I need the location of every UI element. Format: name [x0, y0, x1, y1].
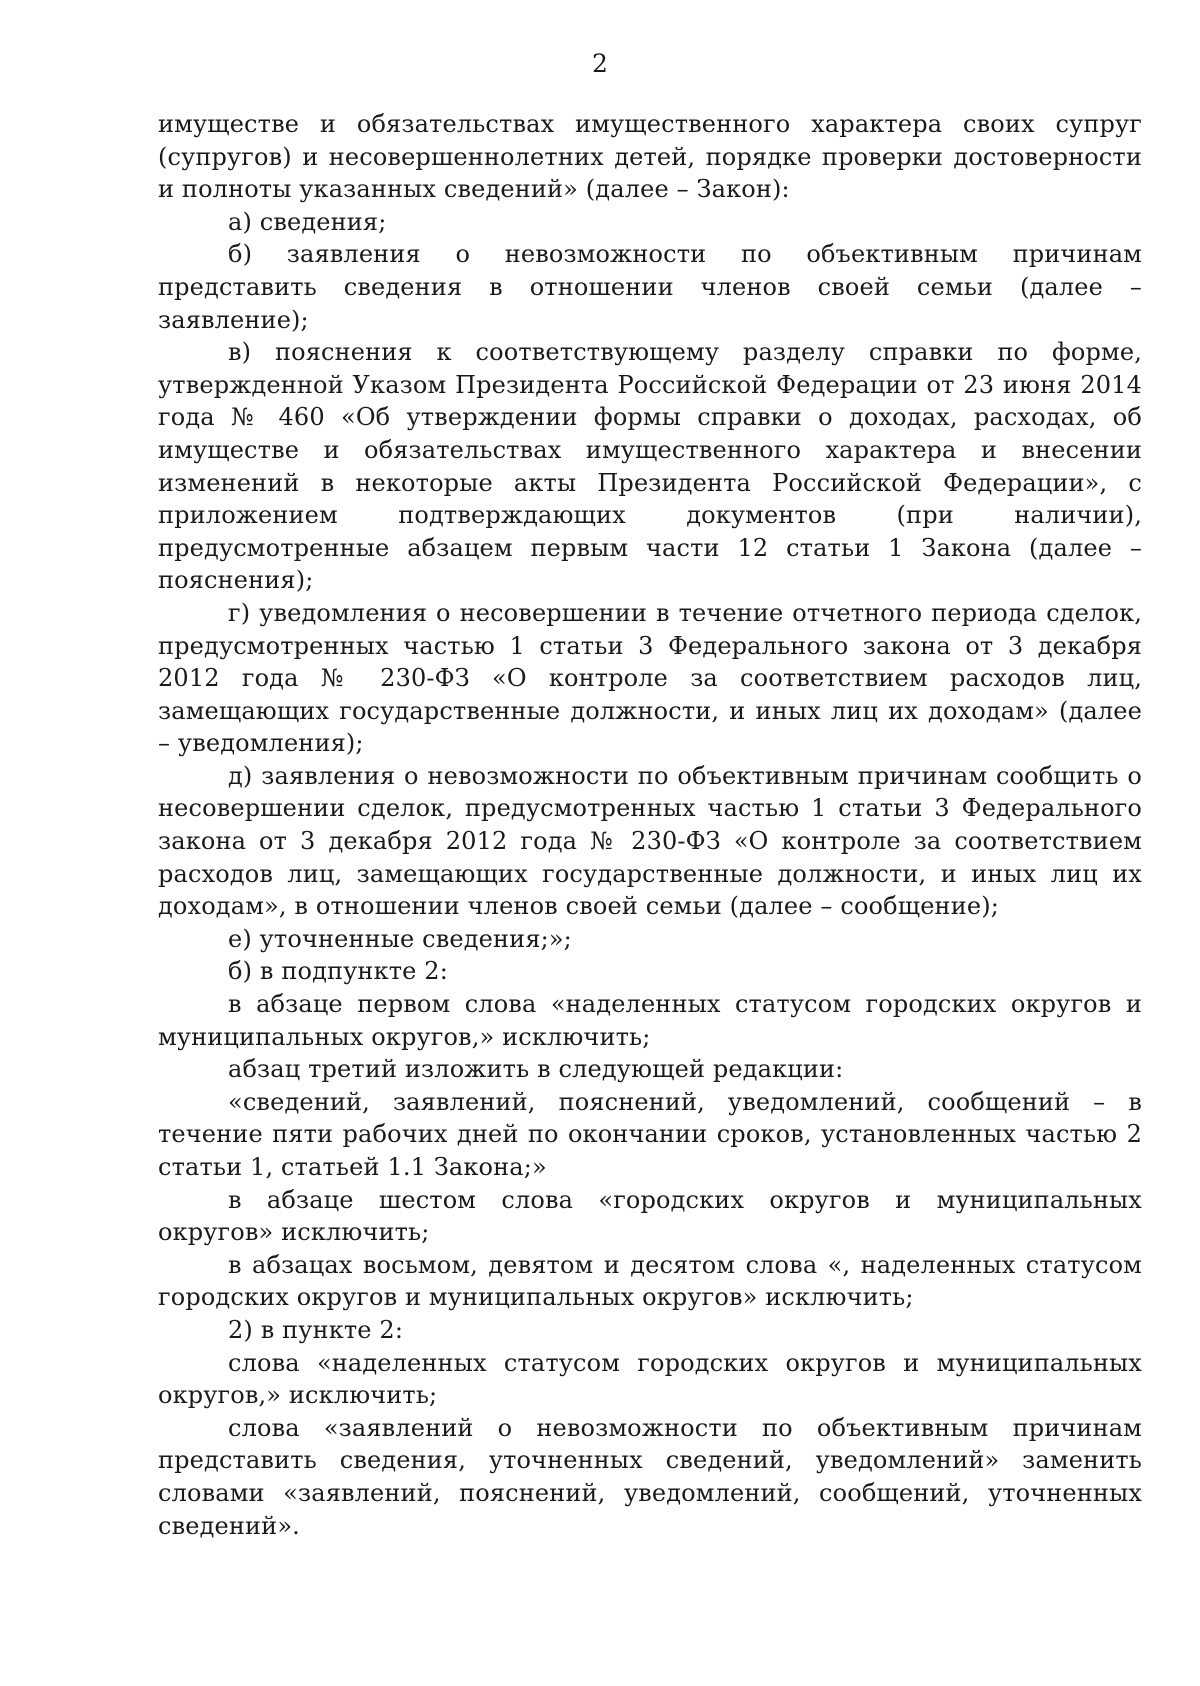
paragraph-third-abzac: абзац третий изложить в следующей редакции: [228, 1055, 844, 1084]
paragraph-continuation: имуществе и обязательствах имущественного характера своих супруг (супругов) и несовершеннолетних детей, порядке проверки достоверности и полноты указанных сведений» (далее – Закон): [158, 110, 1142, 204]
paragraph-sixth-abzac: в абзаце шестом слова «городских округов и муниципальных округов» исключить; [158, 1185, 1142, 1247]
page-number: 2 [592, 49, 608, 78]
paragraph-item-a: а) сведения; [228, 207, 387, 236]
paragraph-subpoint-2: б) в подпункте 2: [228, 957, 448, 986]
paragraph-first-abzac: в абзаце первом слова «наделенных статусом городских округов и муниципальных округов,» исключить; [158, 990, 1142, 1051]
paragraph-item-b: б) заявления о невозможности по объективным причинам представить сведения в отношении членов своей семьи (далее – заявление); [158, 240, 1142, 334]
paragraph-point-2: 2) в пункте 2: [228, 1315, 404, 1344]
paragraph-words-exclude: слова «наделенных статусом городских округов и муниципальных округов,» исключить; [158, 1348, 1142, 1410]
document-body [158, 108, 1142, 1542]
paragraph-item-g: г) уведомления о несовершении в течение отчетного периода сделок, предусмотренных частью 1 статьи 3 Федерального закона от 3 декабря 2012 года № 230-ФЗ «О контроле за соответствием расходов лиц, замещающих государственные должности, и иных лиц их доходам» (далее – уведомления); [158, 598, 1142, 758]
paragraph-item-v: в) пояснения к соответствующему разделу справки по форме, утвержденной Указом Президента Российской Федерации от 23 июня 2014 года № 460 «Об утверждении формы справки о доходах, расходах, об имуществе и обязательствах имущественного характера и внесении изменений в некоторые акты Президента Российской Федерации», с приложением подтверждающих документов (при наличии), предусмотренные абзацем первым части 12 статьи 1 Закона (далее – пояснения); [158, 338, 1142, 595]
paragraph-words-replace: слова «заявлений о невозможности по объективным причинам представить сведения, уточненных сведений, уведомлений» заменить словами «заявлений, пояснений, уведомлений, сообщений, уточненных сведений». [158, 1413, 1142, 1540]
paragraph-item-e: е) уточненные сведения;»; [228, 924, 572, 953]
paragraph-item-d: д) заявления о невозможности по объективным причинам сообщить о несовершении сделок, предусмотренных частью 1 статьи 3 Федерального закона от 3 декабря 2012 года № 230-ФЗ «О контроле за соответствием расходов лиц, замещающих государственные должности, и иных лиц их доходам», в отношении членов своей семьи (далее – сообщение); [158, 761, 1142, 921]
paragraph-eighth-ninth-tenth: в абзацах восьмом, девятом и десятом слова «, наделенных статусом городских округов и муниципальных округов» исключить; [158, 1250, 1142, 1312]
paragraph-new-wording: «сведений, заявлений, пояснений, уведомлений, сообщений – в течение пяти рабочих дней по окончании сроков, установленных частью 2 статьи 1, статьей 1.1 Закона;» [158, 1087, 1142, 1181]
